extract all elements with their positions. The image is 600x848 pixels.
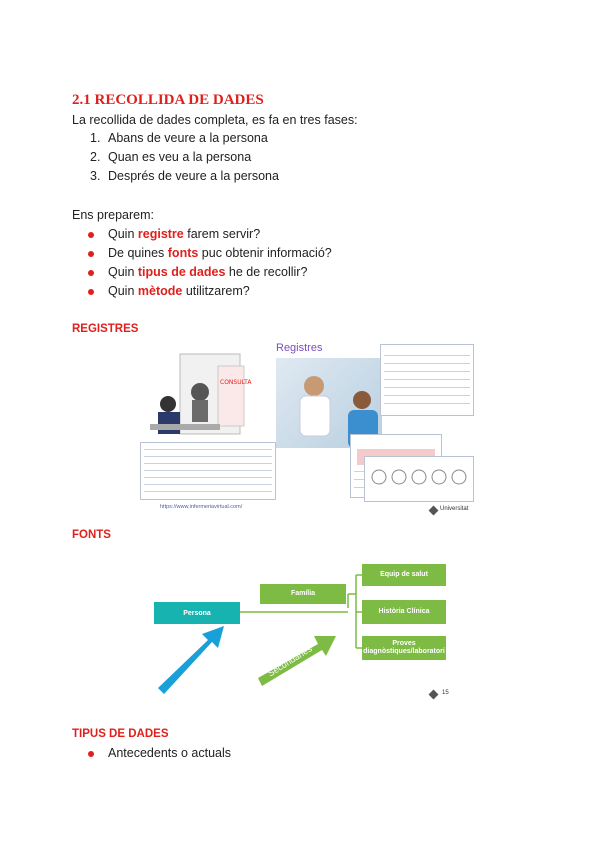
proves-box: Proves diagnòstiques/laboratori (362, 636, 446, 660)
bullet-icon (88, 751, 94, 757)
primaries-label: Primàries (170, 624, 205, 658)
bullet-icon (88, 289, 94, 295)
list-number: 3. (90, 169, 101, 183)
registres-heading: REGISTRES (72, 323, 139, 335)
fonts-heading: FONTS (72, 529, 111, 541)
list-text: Abans de veure a la persona (108, 131, 268, 145)
list-number: 1. (90, 131, 101, 145)
list-item (90, 150, 279, 169)
registres-image (140, 338, 474, 520)
equip-salut-box: Equip de salut (362, 564, 446, 586)
questions-list (108, 227, 332, 303)
persona-box: Persona (154, 602, 240, 624)
section-heading: 2.1 RECOLLIDA DE DADES (72, 92, 264, 108)
bullet-icon (88, 232, 94, 238)
registres-caption: https://www.infermeriavirtual.com/ (160, 504, 243, 510)
svg-text:CONSULTA: CONSULTA (220, 379, 252, 386)
list-item (90, 169, 279, 188)
historia-clinica-box: Història Clínica (362, 600, 446, 624)
registres-logo-text: Universitat (440, 506, 469, 512)
bullet-icon (88, 251, 94, 257)
phases-list (90, 131, 279, 188)
slide-page-number: 15 (442, 690, 449, 696)
list-text: Quan es veu a la persona (108, 150, 252, 164)
reception-illustration (140, 344, 275, 444)
list-text: Després de veure a la persona (108, 169, 279, 183)
fonts-diagram (148, 558, 453, 704)
university-logo-icon (429, 506, 439, 516)
form-document (140, 442, 276, 500)
list-number: 2. (90, 150, 101, 164)
secundaries-label: Secundàries (266, 643, 314, 679)
list-item (90, 131, 279, 150)
intro-text: La recollida de dades completa, es fa en tres fases: (72, 113, 358, 127)
familia-box: Família (260, 584, 346, 604)
list-item: De quines fonts puc obtenir informació? (108, 246, 332, 265)
list-item: Antecedents o actuals (108, 746, 231, 765)
form-document (380, 344, 474, 416)
faces-document (364, 456, 474, 502)
tipus-heading: TIPUS DE DADES (72, 728, 169, 740)
list-item: Quin registre farem servir? (108, 227, 332, 246)
bullet-icon (88, 270, 94, 276)
list-item: Quin tipus de dades he de recollir? (108, 265, 332, 284)
registres-image-title: Registres (276, 342, 323, 354)
tipus-list (108, 746, 231, 765)
prepare-label: Ens preparem: (72, 208, 154, 222)
list-item: Quin mètode utilitzarem? (108, 284, 332, 303)
